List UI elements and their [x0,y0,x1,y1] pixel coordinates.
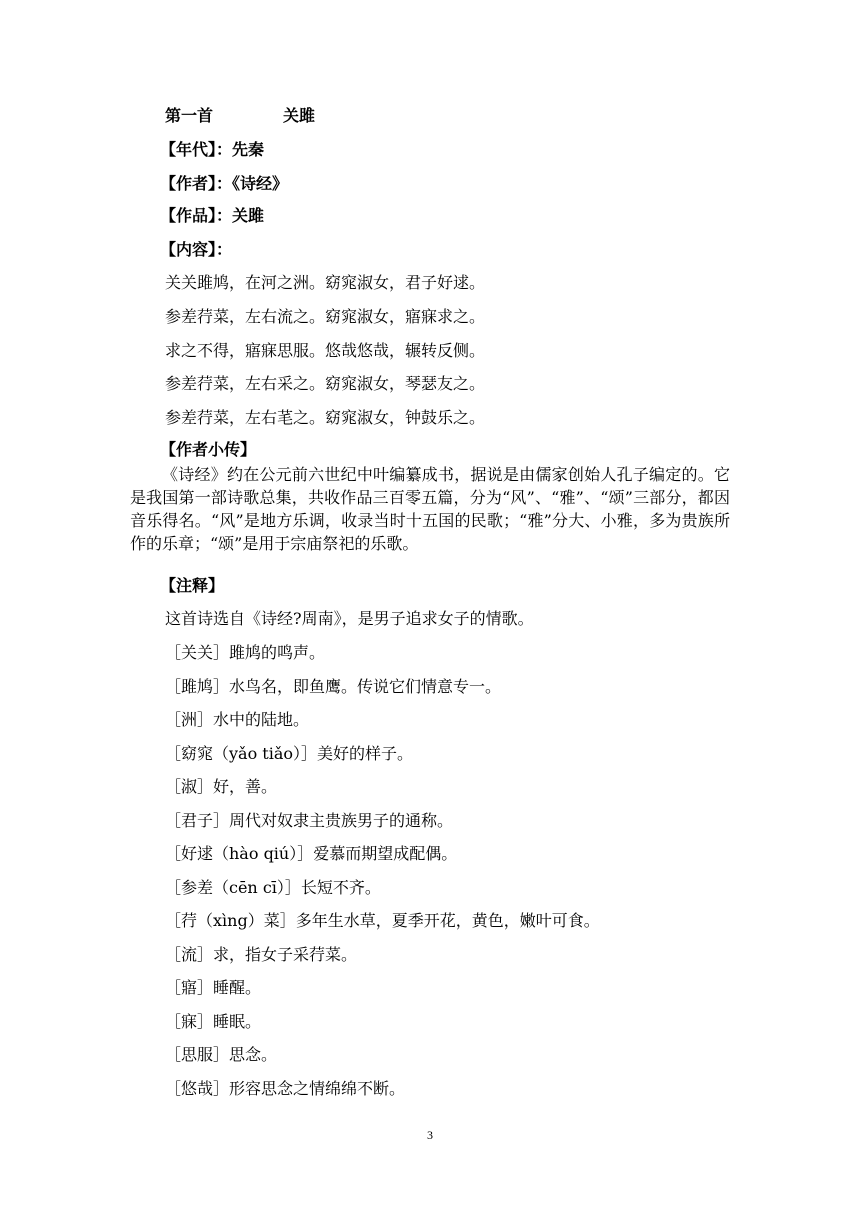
note-item: ［思服］思念。 [165,1045,278,1064]
era-line: 【年代】：先秦 [160,140,265,159]
poem-line: 关关雎鸠，在河之洲。窈窕淑女，君子好逑。 [165,273,486,292]
note-item: ［窈窕（yǎo tiǎo）］美好的样子。 [165,744,414,763]
content-heading: 【内容】： [160,240,233,259]
poem-name: 关雎 [283,106,316,125]
author-line: 【作者】：《诗经》 [160,174,289,193]
note-item: ［雎鸠］水鸟名，即鱼鹰。传说它们情意专一。 [165,677,502,696]
bio-paragraph: 《诗经》约在公元前六世纪中叶编纂成书，据说是由儒家创始人孔子编定的。它是我国第一部诗歌总集，共收作品三百零五篇，分为“风”、“雅”、“颂”三部分，都因音乐得名。“风”是地方乐调，收录当时十五国的民歌；“雅”分大、小雅，多为贵族所作的乐章；“颂”是用于宗庙祭祀的乐歌。 [130,465,730,553]
author-bio [130,463,730,555]
poem-line: 求之不得，寤寐思服。悠哉悠哉，辗转反侧。 [165,341,486,360]
poem-number: 第一首 [165,106,214,125]
note-item: ［流］求，指女子采荇菜。 [165,945,358,964]
note-item: ［关关］雎鸠的鸣声。 [165,643,326,662]
note-item: ［洲］水中的陆地。 [165,710,310,729]
note-item: ［淑］好，善。 [165,777,278,796]
notes-intro: 这首诗选自《诗经?周南》，是男子追求女子的情歌。 [165,609,534,628]
note-item: ［荇（xìng）菜］多年生水草，夏季开花，黄色，嫩叶可食。 [165,911,600,930]
note-item: ［参差（cēn cī）］长短不齐。 [165,878,381,897]
note-item: ［寐］睡眠。 [165,1012,262,1031]
poem-line: 参差荇菜，左右采之。窈窕淑女，琴瑟友之。 [165,374,486,393]
notes-heading: 【注释】 [160,576,225,595]
poem-line: 参差荇菜，左右芼之。窈窕淑女，钟鼓乐之。 [165,408,486,427]
page-number: 3 [427,1128,433,1142]
poem-line: 参差荇菜，左右流之。窈窕淑女，寤寐求之。 [165,307,486,326]
note-item: ［悠哉］形容思念之情绵绵不断。 [165,1079,406,1098]
work-line: 【作品】：关雎 [160,206,265,225]
poem-title [165,106,315,126]
note-item: ［好逑（hào qiú）］爱慕而期望成配偶。 [165,844,458,863]
note-item: ［寤］睡醒。 [165,978,262,997]
bio-heading: 【作者小传】 [160,440,257,459]
note-item: ［君子］周代对奴隶主贵族男子的通称。 [165,811,454,830]
